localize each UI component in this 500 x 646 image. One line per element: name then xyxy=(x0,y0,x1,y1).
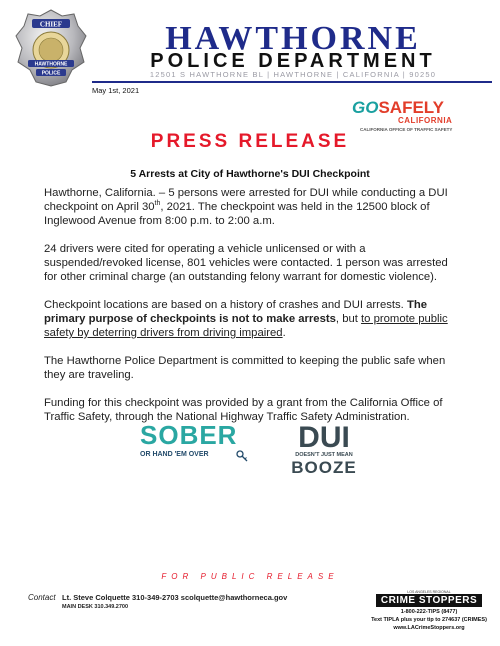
crime-stoppers-phone: 1-800-222-TIPS (8477) xyxy=(400,609,458,615)
primary-purpose-bold: The primary purpose of checkpoints is not to make arrests xyxy=(44,299,428,325)
badge-top-text: CHIEF xyxy=(39,20,63,29)
crime-stoppers-text-tip: Text TIPLA plus your tip to 274637 (CRIMES) xyxy=(371,617,487,623)
press-headline: 5 Arrests at City of Hawthorne's DUI Checkpoint xyxy=(130,168,370,180)
keys-icon xyxy=(236,450,248,462)
letterhead-divider xyxy=(92,81,492,83)
release-date: May 1st, 2021 xyxy=(92,86,140,95)
main-desk-phone: MAIN DESK 310.349.2700 xyxy=(62,604,129,610)
crime-stoppers-region: LOS ANGELES REGIONAL xyxy=(407,590,451,594)
go-safely-agency: CALIFORNIA OFFICE OF TRAFFIC SAFETY xyxy=(360,127,453,132)
badge-middle-text: HAWTHORNE xyxy=(34,61,68,68)
paragraph-1: Hawthorne, California. – 5 persons were arrested for DUI while conducting a DUI checkpoint on April 30th, 2021. The checkpoint was held in the 12500 block of Inglewood Avenue from 8:00 p.m. to 2:00 a.m. xyxy=(44,187,448,227)
public-safety-underlined: to promote public safety by deterring drivers from driving impaired xyxy=(44,313,448,339)
press-body xyxy=(44,186,464,438)
dui-tagline: DOESN'T JUST MEAN xyxy=(295,452,353,458)
go-safely-logo xyxy=(352,99,462,135)
press-release-title: PRESS RELEASE xyxy=(150,131,350,152)
police-badge-icon xyxy=(14,8,88,88)
contact-info: Lt. Steve Colquette 310-349-2703 scolquette@hawthorneca.gov xyxy=(62,593,288,602)
booze-wordmark: BOOZE xyxy=(291,458,357,477)
paragraph-5: Funding for this checkpoint was provided by a grant from the California Office of Traffic Safety, through the National Highway Traffic Safety Administration. xyxy=(44,397,443,423)
department-subtitle: POLICE DEPARTMENT xyxy=(150,50,436,72)
sober-tagline: OR HAND 'EM OVER xyxy=(140,451,209,458)
dui-wordmark: DUI xyxy=(298,421,350,454)
go-safely-go: GO xyxy=(352,98,379,117)
department-address: 12501 S HAWTHORNE BL | HAWTHORNE | CALIFORNIA | 90250 xyxy=(149,70,437,79)
go-safely-wordmark xyxy=(352,99,444,117)
badge-bottom-text: POLICE xyxy=(41,70,61,77)
contact-label: Contact xyxy=(28,593,56,602)
paragraph-3: Checkpoint locations are based on a history of crashes and DUI arrests. The primary purpose of checkpoints is not to make arrests, but to promote public safety by deterring drivers from driving impaired. xyxy=(44,299,448,339)
sober-or-hand-em-over-logo xyxy=(140,420,246,476)
go-safely-state: CALIFORNIA xyxy=(398,116,453,125)
paragraph-4: The Hawthorne Police Department is committed to keeping the public safe when they are traveling. xyxy=(44,355,446,381)
go-safely-safely: SAFELY xyxy=(378,98,444,117)
department-name: HAWTHORNE xyxy=(165,20,421,57)
for-public-release-label: FOR PUBLIC RELEASE xyxy=(161,572,339,581)
crime-stoppers-logo xyxy=(370,590,488,640)
crime-stoppers-title: CRIME STOPPERS xyxy=(376,594,482,607)
crime-stoppers-website: www.LACrimeStoppers.org xyxy=(393,625,465,631)
paragraph-2: 24 drivers were cited for operating a vehicle unlicensed or with a suspended/revoked license, 801 vehicles were contacted. 1 person was arrested for other criminal charge (an outstanding felony warrant for domestic violence). xyxy=(44,243,448,283)
dui-doesnt-just-mean-booze-logo xyxy=(284,423,364,481)
sober-wordmark: SOBER xyxy=(140,420,238,450)
